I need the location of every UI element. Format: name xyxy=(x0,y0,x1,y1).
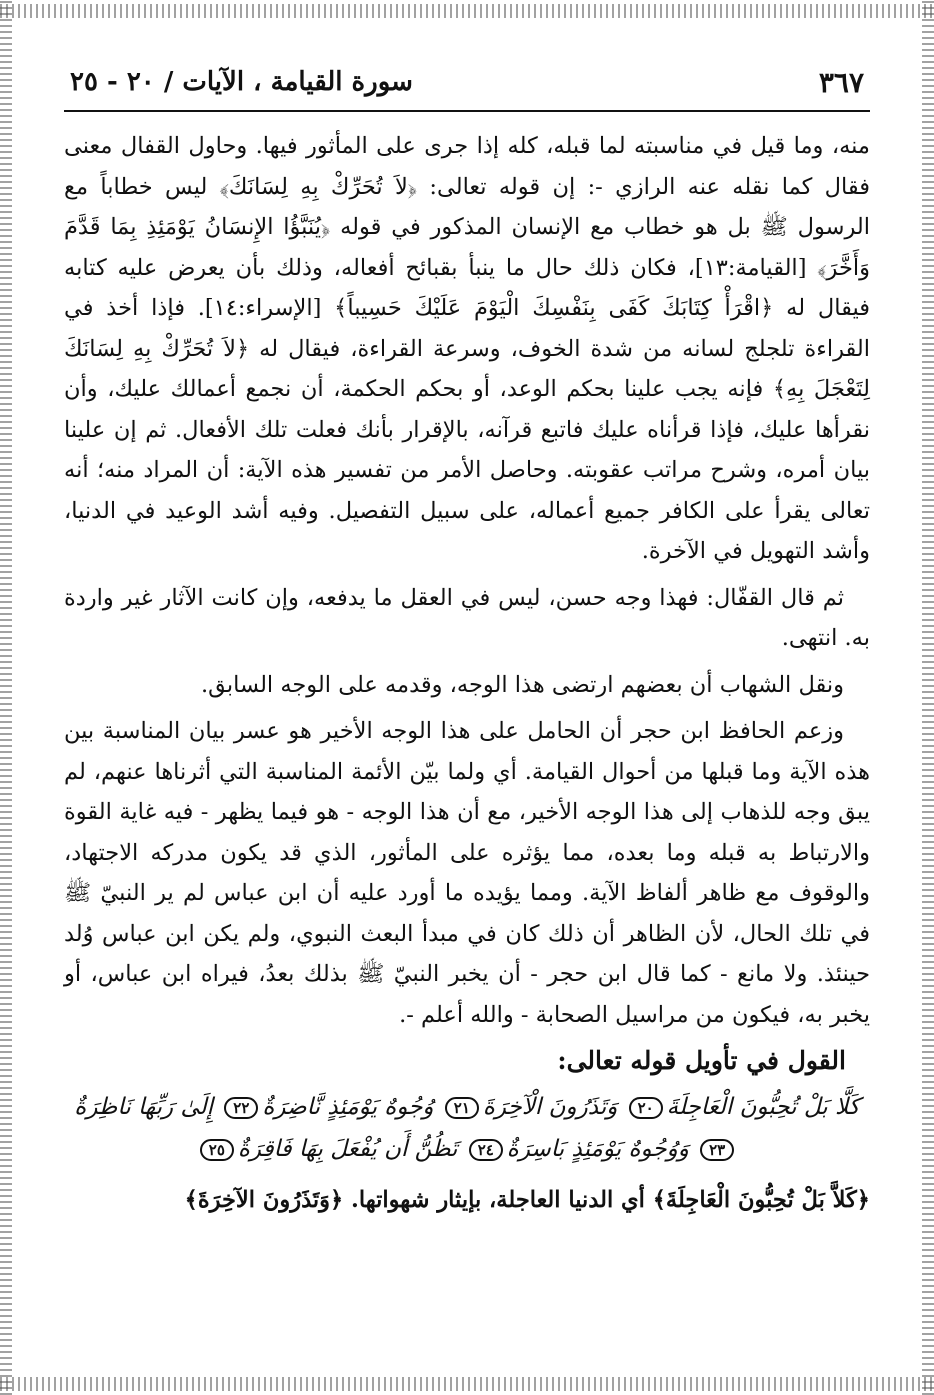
paragraph: منه، وما قيل في مناسبته لما قبله، كله إذا جرى على المأثور فيها. وحاول القفال معنى فقال كما نقله عنه الرازي -: إن قوله تعالى: ﴿لاَ تُحَرِّكْ بِهِ لِسَانَكَ﴾ ليس خطاباً مع الرسول ﷺ بل هو خطاب مع الإنسان المذكور في قوله ﴿يُنَبَّؤُا الإِنسَانُ يَوْمَئِذِ بِمَا قَدَّمَ وَأَخَّرَ﴾ [القيامة:١٣]، فكان ذلك حال ما ينبأ بقبائح أفعاله، وذلك بأن يعرض عليه كتابه فيقال له ﴿اقْرَأْ كِتَابَكَ كَفَى بِنَفْسِكَ الْيَوْمَ عَلَيْكَ حَسِيباً﴾ [الإسراء:١٤]. فإذا أخذ في القراءة تلجلج لسانه من شدة الخوف، وسرعة القراءة، فيقال له ﴿لاَ تُحَرِّكْ بِهِ لِسَانَكَ لِتَعْجَلَ بِهِ﴾ فإنه يجب علينا بحكم الوعد، أو بحكم الحكمة، أن نجمع أعمالك عليك، وأن نقرأها عليك، فإذا قرأناه عليك فاتبع قرآنه، بالإقرار بأنك فعلت تلك الأفعال. ثم إن علينا بيان أمره، وشرح مراتب عقوبته. وحاصل الأمر من تفسير هذه الآية: أن المراد منه؛ أنه تعالى يقرأ على الكافر جميع أعماله، على سبيل التفصيل. وفيه أشد الوعيد في الدنيا، وأشد التهويل في الآخرة. xyxy=(64,133,870,564)
section-title: القول في تأويل قوله تعالى: xyxy=(557,1046,846,1075)
verse-text: وَتَذَرُونَ الْآخِرَةَ xyxy=(482,1093,618,1120)
ornamental-border-bottom xyxy=(0,1377,934,1391)
ayah-number-mark: ٢٥ xyxy=(200,1139,234,1161)
ayah-number-mark: ٢٢ xyxy=(224,1097,258,1119)
verse-text: إِلَىٰ رَبِّهَا نَاظِرَةٌ xyxy=(74,1093,214,1120)
surah-range-title: سورة القيامة ، الآيات / ٢٠ - ٢٥ xyxy=(70,67,413,97)
ayah-number-mark: ٢٤ xyxy=(469,1139,503,1161)
paragraph: ونقل الشهاب أن بعضهم ارتضى هذا الوجه، وقدمه على الوجه السابق. xyxy=(200,671,844,698)
verse-text: تَظُنُّ أَن يُفْعَلَ بِهَا فَاقِرَةٌ xyxy=(237,1135,458,1162)
ayah-number-mark: ٢٣ xyxy=(700,1139,734,1161)
ayah-number-mark: ٢٠ xyxy=(629,1097,663,1119)
verse-text: وُجُوهٌ يَوْمَئِذٍ نَّاضِرَةٌ xyxy=(262,1093,434,1120)
verse-text: وَوُجُوهٌ يَوْمَئِذٍ بَاسِرَةٌ xyxy=(506,1135,689,1162)
paragraph: ثم قال القفّال: فهذا وجه حسن، ليس في العقل ما يدفعه، وإن كانت الآثار غير واردة به. انتهى. xyxy=(64,584,870,651)
page xyxy=(64,60,870,1355)
page-number: ٣٦٧ xyxy=(818,65,864,99)
quran-verses xyxy=(64,1086,870,1170)
page-header xyxy=(64,60,870,112)
paragraph: وزعم الحافظ ابن حجر أن الحامل على هذا الوجه الأخير هو عسر بيان المناسبة بين هذه الآية وما قبلها من أحوال القيامة. أي ولما بيّن الأئمة المناسبة التي أثرناها عنهم، لم يبق وجه للذهاب إلى هذا الوجه الأخير، مع أن هذا الوجه - هو فيما يظهر - فيه غاية القوة والارتباط به قبله وما بعده، مما يؤثره على المأثور، الذي قد يكون مدركه الاجتهاد، والوقوف مع ظاهر ألفاظ الآية. ومما يؤيده ما أورد عليه أن ابن عباس لم ير النبيّ ﷺ في تلك الحال، لأن الظاهر أن ذلك كان في مبدأ البعث النبوي، ولم يكن ابن عباس وُلد حينئذ. ولا مانع - كما قال ابن حجر - أن يخبر النبيّ ﷺ بذلك بعدُ، فيراه ابن عباس، أو يخبر به، فيكون من مراسيل الصحابة - والله أعلم -. xyxy=(64,718,870,1028)
ornamental-border-top xyxy=(0,4,934,18)
ayah-number-mark: ٢١ xyxy=(445,1097,479,1119)
ornamental-border-left xyxy=(0,0,12,1395)
body-text xyxy=(64,126,870,1220)
verse-text: كَلَّا بَلْ تُحِبُّونَ الْعَاجِلَةَ xyxy=(666,1093,860,1120)
commentary-line: ﴿كَلاَّ بَلْ تُحِبُّونَ الْعَاجِلَةَ﴾ أي الدنيا العاجلة، بإيثار شهواتها. ﴿وَتَذَرُونَ الآخِرَةَ﴾ xyxy=(184,1186,870,1213)
ornamental-border-right xyxy=(922,0,934,1395)
